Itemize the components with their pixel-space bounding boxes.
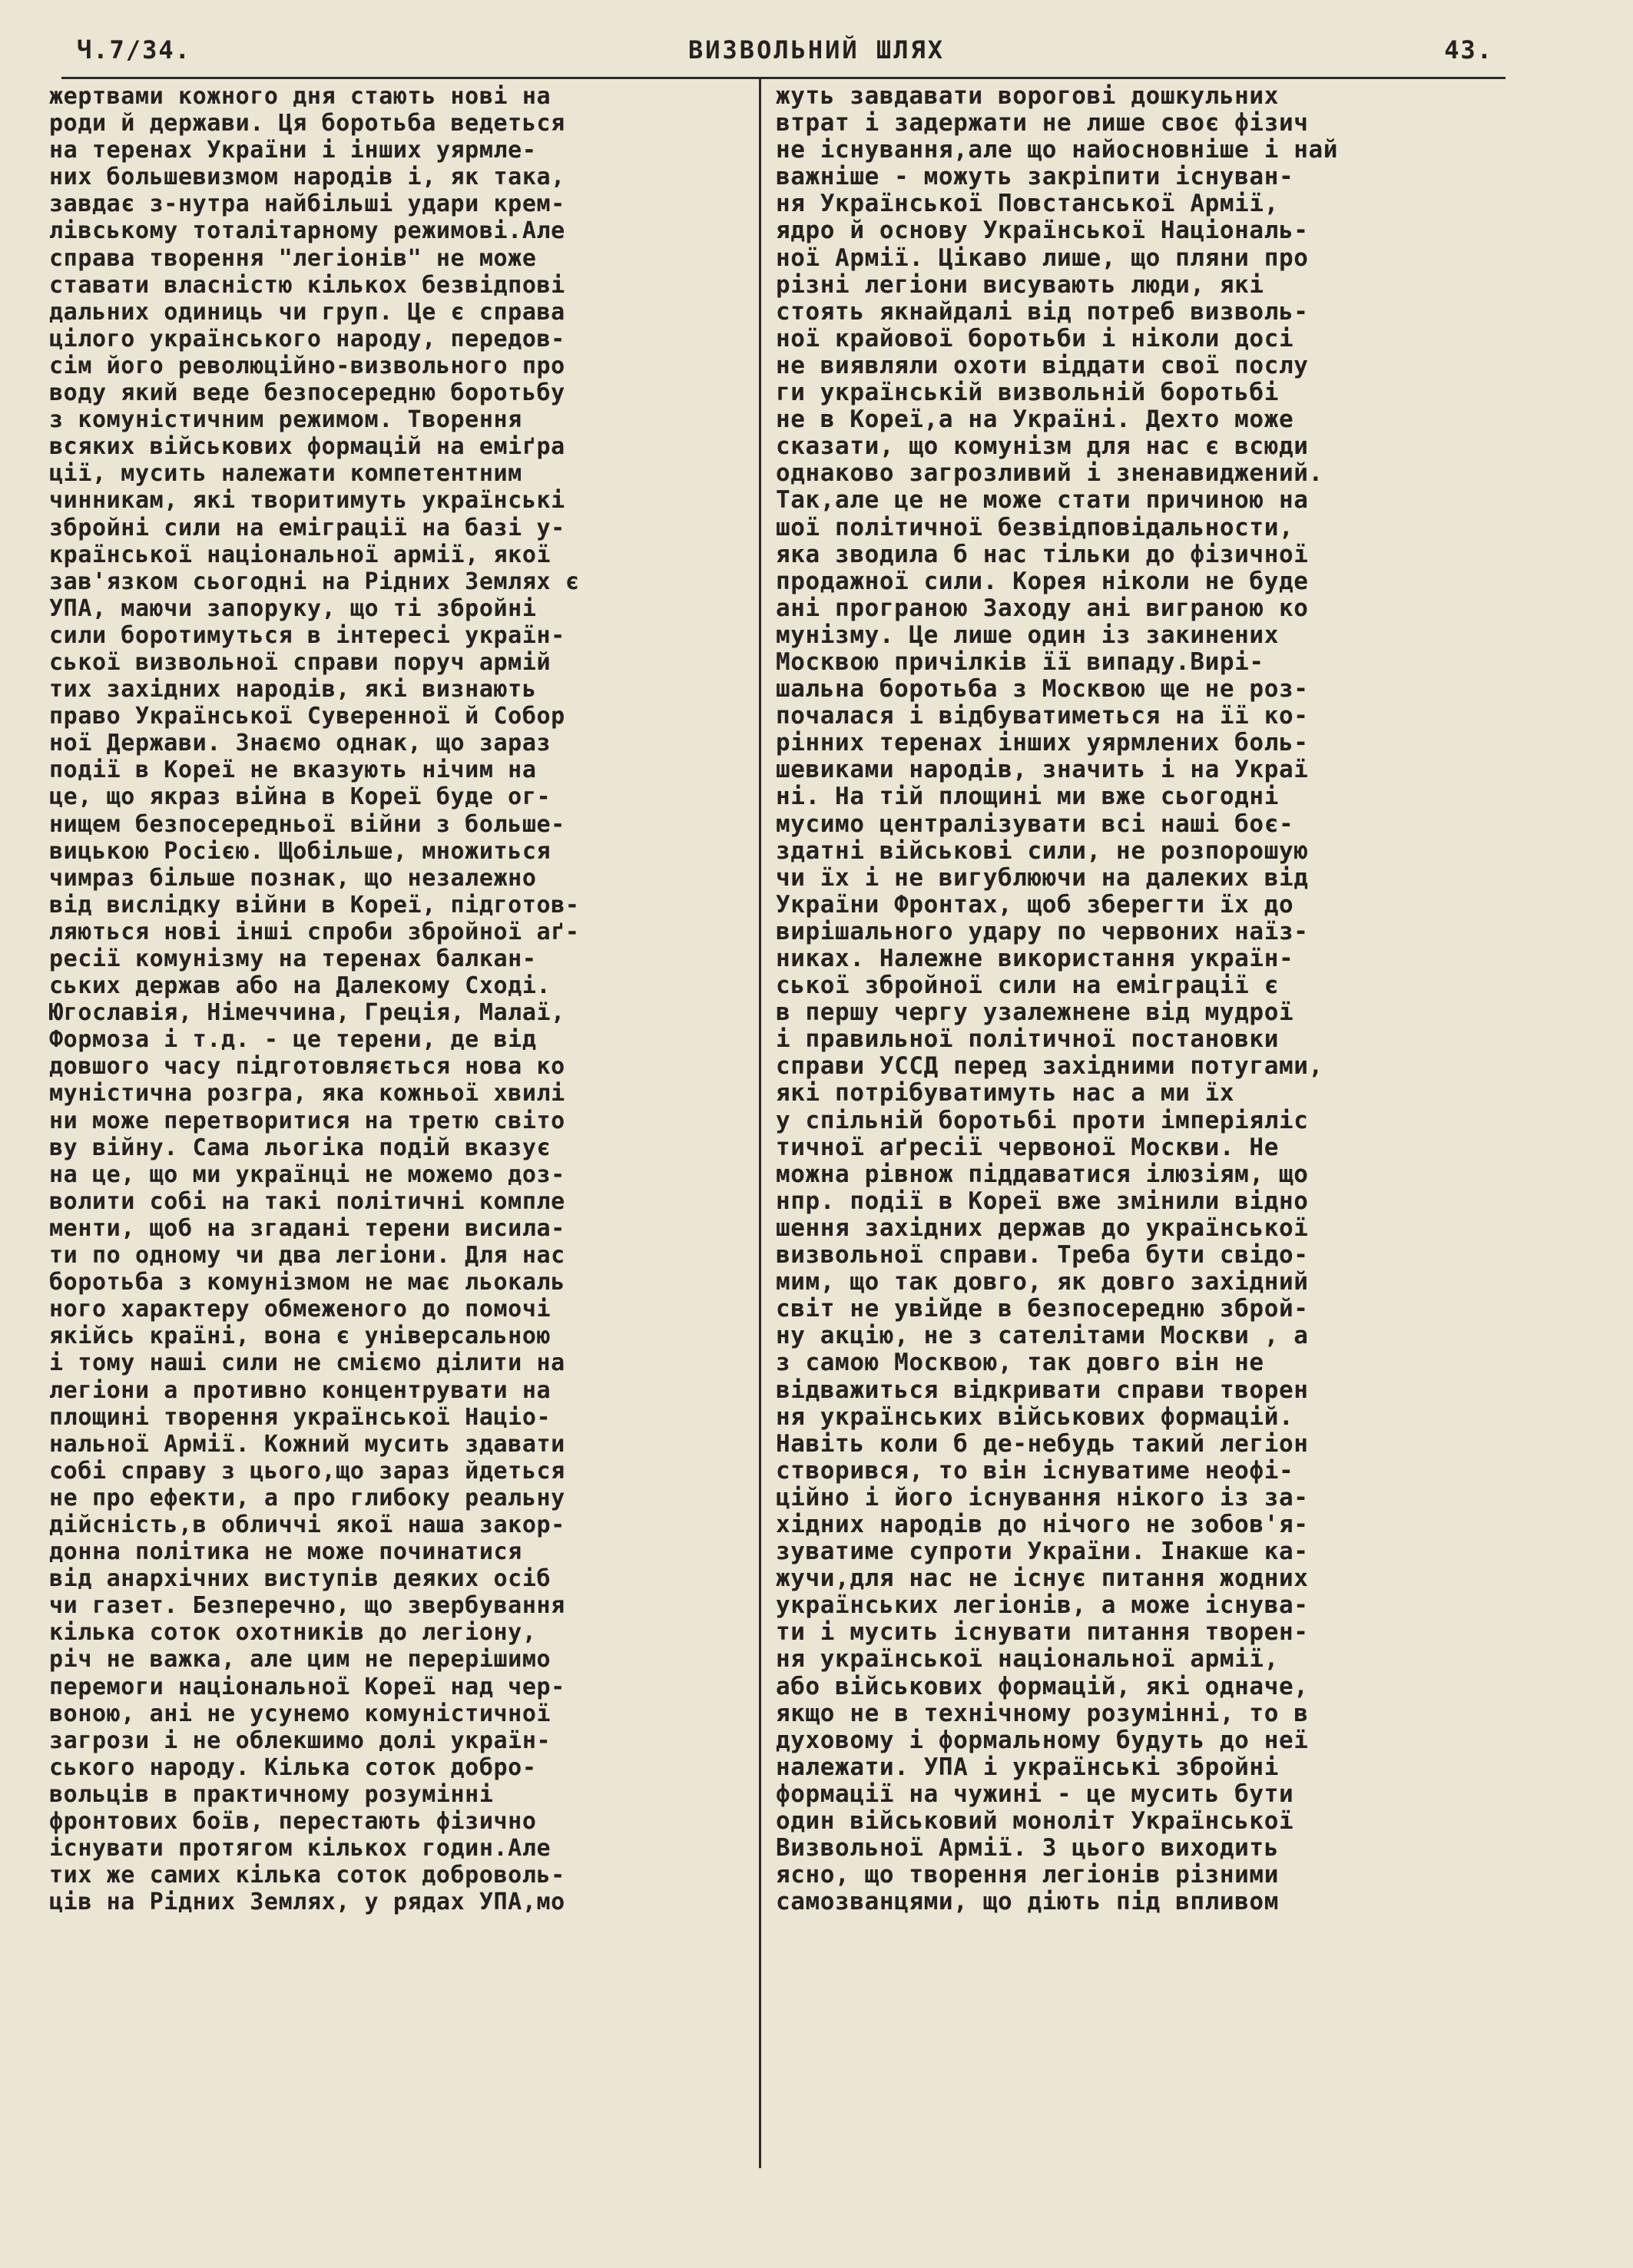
text-line: це, що якраз війна в Кореї буде ог- [49, 783, 552, 811]
text-line: і правильної політичної постановки [776, 1025, 1279, 1054]
text-line: збройні сили на еміграції на базі у- [49, 514, 565, 541]
text-line: почалася і відбуватиметься на її ко- [776, 702, 1309, 730]
text-line: рінних теренах інших уярмлених боль- [776, 729, 1309, 757]
text-line: загрози і не облекшимо долі україн- [49, 1727, 552, 1754]
text-line: або військових формацій, які одначе, [776, 1672, 1309, 1700]
text-line: Югославія, Німеччина, Греція, Малаї, [49, 999, 565, 1027]
text-line: волити собі на такі політичні компле [49, 1187, 565, 1215]
text-line: на теренах України і інших уярмле- [49, 137, 537, 164]
text-line: мим, що так довго, як довго західний [776, 1268, 1309, 1296]
text-line: продажної сили. Корея ніколи не буде [776, 567, 1309, 595]
text-line: кілька соток охотників до легіону, [49, 1619, 537, 1647]
text-line: ні. На тій площині ми вже сьогодні [776, 783, 1279, 811]
text-line: ня української національної армії, [776, 1645, 1279, 1674]
text-line: однаково загрозливий і зненавиджений. [776, 459, 1323, 488]
text-line: з комуністичним режимом. Творення [49, 406, 522, 434]
text-line: них большевизмом народів і, як така, [49, 164, 565, 191]
text-line: не про ефекти, а про глибоку реальну [49, 1484, 565, 1511]
text-line: з самою Москвою, так довго він не [776, 1349, 1264, 1377]
text-line: ційно і його існування нікого із за- [776, 1483, 1309, 1511]
text-line: важніше - можуть закріпити існуван- [776, 163, 1294, 191]
text-line: боротьба з комунізмом не має льокаль [49, 1269, 565, 1296]
text-line: світ не увійде в безпосередню зброй- [776, 1295, 1309, 1323]
text-line: тих же самих кілька соток доброволь- [49, 1862, 565, 1889]
text-line: сказати, що комунізм для нас є всюди [776, 432, 1309, 461]
text-line: ляються нові інші спроби збройної аґ- [49, 918, 580, 945]
text-line: дійсність,в обличчі якої наша закор- [49, 1511, 565, 1538]
text-line: Навіть коли б де-небудь такий легіон [776, 1429, 1309, 1458]
text-line: чи їх і не вигублюючи на далеких від [776, 863, 1309, 892]
text-line: України Фронтах, щоб зберегти їх до [776, 890, 1294, 919]
text-line: вирішального удару по червоних наїз- [776, 917, 1309, 945]
text-line: шальна боротьба з Москвою ще не роз- [776, 675, 1309, 704]
text-line: ясно, що творення легіонів різними [776, 1861, 1279, 1889]
text-line: ресії комунізму на теренах балкан- [49, 945, 537, 972]
text-line: ставати власністю кількох безвідпові [49, 271, 565, 299]
text-line: ги українській визвольній боротьбі [776, 379, 1279, 407]
text-line: Формоза і т.д. - це терени, де від [49, 1026, 537, 1054]
text-line: фронтових боїв, перестають фізично [49, 1808, 537, 1835]
text-line: самозванцями, що діють під впливом [776, 1888, 1279, 1916]
text-line: менти, щоб на згадані терени висила- [49, 1214, 565, 1242]
text-line: шої політичної безвідповідальности, [776, 513, 1294, 541]
text-line: не в Кореї,а на Україні. Дехто може [776, 406, 1294, 434]
text-line: у спільній боротьбі проти імперіяліс [776, 1106, 1309, 1134]
text-line: собі справу з цього,що зараз йдеться [49, 1457, 565, 1485]
text-line: дальних одиниць чи груп. Це є справа [49, 298, 565, 326]
text-line: ядро й основу Української Національ- [776, 217, 1309, 245]
text-line: ну акцію, не з сателітами Москви , а [776, 1322, 1309, 1350]
text-line: всяких військових формацій на еміґра [49, 433, 565, 461]
text-line: цілого українського народу, передов- [49, 325, 565, 353]
text-line: ані програною Заходу ані виграною ко [776, 594, 1309, 622]
text-line: від вислідку війни в Кореї, підготов- [49, 891, 580, 919]
text-line: формації на чужині - це мусить бути [776, 1780, 1294, 1808]
text-line: ву війну. Сама льогіка подій вказує [49, 1134, 552, 1161]
text-line: належати. УПА і українські збройні [776, 1753, 1279, 1781]
text-line: ської визвольної справи поруч армій [49, 648, 552, 676]
text-line: ни може перетворитися на третю світо [49, 1107, 565, 1134]
header-rule [61, 77, 1505, 79]
text-line: якійсь країні, вона є універсальною [49, 1323, 552, 1350]
column-divider [759, 79, 761, 2168]
text-line: чинникам, які творитимуть українські [49, 487, 565, 515]
text-line: тих західних народів, які визнають [49, 676, 537, 704]
text-line: ської збройної сили на еміграції є [776, 972, 1279, 1000]
text-line: ної крайової боротьби і ніколи досі [776, 324, 1294, 353]
text-line: УПА, маючи запоруку, що ті збройні [49, 594, 537, 622]
right-column [776, 83, 1505, 1915]
text-line: вольців в практичному розумінні [49, 1780, 494, 1808]
text-line: мусимо централізувати всі наші боє- [776, 810, 1294, 838]
text-line: в першу чергу узалежнене від мудрої [776, 998, 1294, 1027]
issue-reference: Ч.7/34. [77, 35, 191, 65]
text-line: ної Армії. Цікаво лише, що пляни про [776, 243, 1309, 272]
text-line: донна політика не може починатися [49, 1538, 522, 1566]
text-line: нищем безпосередньої війни з больше- [49, 810, 565, 838]
text-line: якщо не в технічному розумінні, то в [776, 1699, 1309, 1727]
text-line: від анархічних виступів деяких осіб [49, 1565, 552, 1593]
text-line: і тому наші сили не сміємо ділити на [49, 1349, 565, 1377]
text-line: роди й держави. Ця боротьба ведеться [49, 110, 565, 137]
text-line: ня українських військових формацій. [776, 1402, 1294, 1431]
text-line: не виявляли охоти віддати свої послу [776, 351, 1309, 379]
text-line: перемоги національної Кореї над чер- [49, 1673, 565, 1700]
text-line: нпр. події в Кореї вже змінили відно [776, 1187, 1309, 1215]
text-line: ців на Рідних Землях, у рядах УПА,мо [49, 1889, 565, 1916]
text-line: муністична розгра, яка кожньої хвилі [49, 1080, 565, 1108]
text-line: жертвами кожного дня стають нові на [49, 83, 552, 110]
text-line: никах. Належне використання україн- [776, 945, 1294, 972]
text-line: хідних народів до нічого не зобов'я- [776, 1510, 1309, 1538]
text-line: ної Держави. Знаємо однак, що зараз [49, 730, 552, 757]
text-line: право Української Суверенної й Собор [49, 703, 565, 730]
text-line: сім його революційно-визвольного про [49, 352, 565, 379]
text-line: втрат і задержати не лише своє фізич [776, 109, 1309, 137]
text-line: площині творення української Націо- [49, 1403, 552, 1431]
text-line: яка зводила б нас тільки до фізичної [776, 540, 1309, 568]
text-line: зав'язком сьогодні на Рідних Землях є [49, 568, 580, 595]
text-line: стоять якнайдалі від потреб визволь- [776, 297, 1309, 326]
text-line: ного характеру обмеженого до помочі [49, 1296, 552, 1323]
text-line: духовому і формальному будуть до неї [776, 1726, 1309, 1754]
text-line: ти по одному чи два легіони. Для нас [49, 1242, 565, 1270]
text-line: Москвою причілків її випаду.Вирі- [776, 647, 1264, 676]
text-line: воду який веде безпосередню боротьбу [49, 379, 565, 407]
text-line: чимраз більше познак, що незалежно [49, 864, 537, 892]
text-line: шення західних держав до української [776, 1213, 1309, 1242]
text-line: Так,але це не може стати причиною на [776, 486, 1309, 515]
text-line: справи УССД перед західними потугами, [776, 1052, 1323, 1081]
text-line: справа творення "легіонів" не може [49, 244, 537, 272]
text-line: нальної Армії. Кожний мусить здавати [49, 1430, 565, 1458]
text-line: ти і мусить існувати питання творен- [776, 1618, 1309, 1647]
text-line: не існування,але що найосновніше і най [776, 136, 1339, 164]
text-line: ських держав або на Далекому Сході. [49, 972, 552, 1000]
text-line: довшого часу підготовляється нова ко [49, 1053, 565, 1081]
text-line: створився, то він існуватиме неофі- [776, 1456, 1294, 1485]
text-line: події в Кореї не вказують нічим на [49, 757, 537, 784]
text-line: можна рівнож піддаватися ілюзіям, що [776, 1160, 1309, 1188]
text-line: завдає з-нутра найбільші удари крем- [49, 190, 565, 218]
text-line: ського народу. Кілька соток добро- [49, 1753, 537, 1781]
text-line: українських легіонів, а може існува- [776, 1591, 1309, 1620]
text-line: ня Української Повстанської Армії, [776, 190, 1279, 218]
text-line: чи газет. Безперечно, що звербування [49, 1592, 565, 1620]
text-line: мунізму. Це лише один із закинених [776, 621, 1279, 649]
text-line: Визвольної Армії. З цього виходить [776, 1834, 1279, 1862]
left-column [49, 83, 740, 1915]
text-line: вицькою Росією. Щобільше, множиться [49, 837, 552, 865]
text-line: на це, що ми українці не можемо доз- [49, 1160, 565, 1188]
text-line: сили боротимуться в інтересі україн- [49, 621, 565, 649]
journal-title: ВИЗВОЛЬНИЙ ШЛЯХ [688, 35, 945, 65]
text-line: існувати протягом кількох годин.Але [49, 1835, 552, 1862]
page-header [0, 31, 1633, 69]
page-number: 43. [1444, 35, 1493, 65]
text-line: країнської національної армії, якої [49, 541, 552, 568]
text-line: жуть завдавати ворогові дошкульних [776, 82, 1279, 110]
text-line: річ не важка, але цим не перерішимо [49, 1646, 552, 1674]
text-line: жучи,для нас не існує питання жодних [776, 1564, 1309, 1593]
text-line: відважиться відкривати справи творен [776, 1376, 1309, 1404]
text-line: здатні військові сили, не розпорошую [776, 836, 1309, 865]
text-line: лівському тоталітарному режимові.Але [49, 217, 565, 245]
text-line: тичної аґресії червоної Москви. Не [776, 1133, 1279, 1161]
text-line: ції, мусить належати компетентним [49, 460, 522, 488]
text-line: шевиками народів, значить і на Украї [776, 756, 1309, 784]
text-line: визвольної справи. Треба бути свідо- [776, 1241, 1309, 1270]
text-line: які потрібуватимуть нас а ми їх [776, 1079, 1235, 1108]
text-line: воною, ані не усунемо комуністичної [49, 1700, 552, 1727]
text-line: один військовий моноліт Української [776, 1807, 1294, 1835]
text-line: різні легіони висувають люди, які [776, 270, 1264, 299]
text-line: зуватиме супроти України. Інакше ка- [776, 1538, 1309, 1566]
text-line: легіони а противно концентрувати на [49, 1376, 552, 1404]
